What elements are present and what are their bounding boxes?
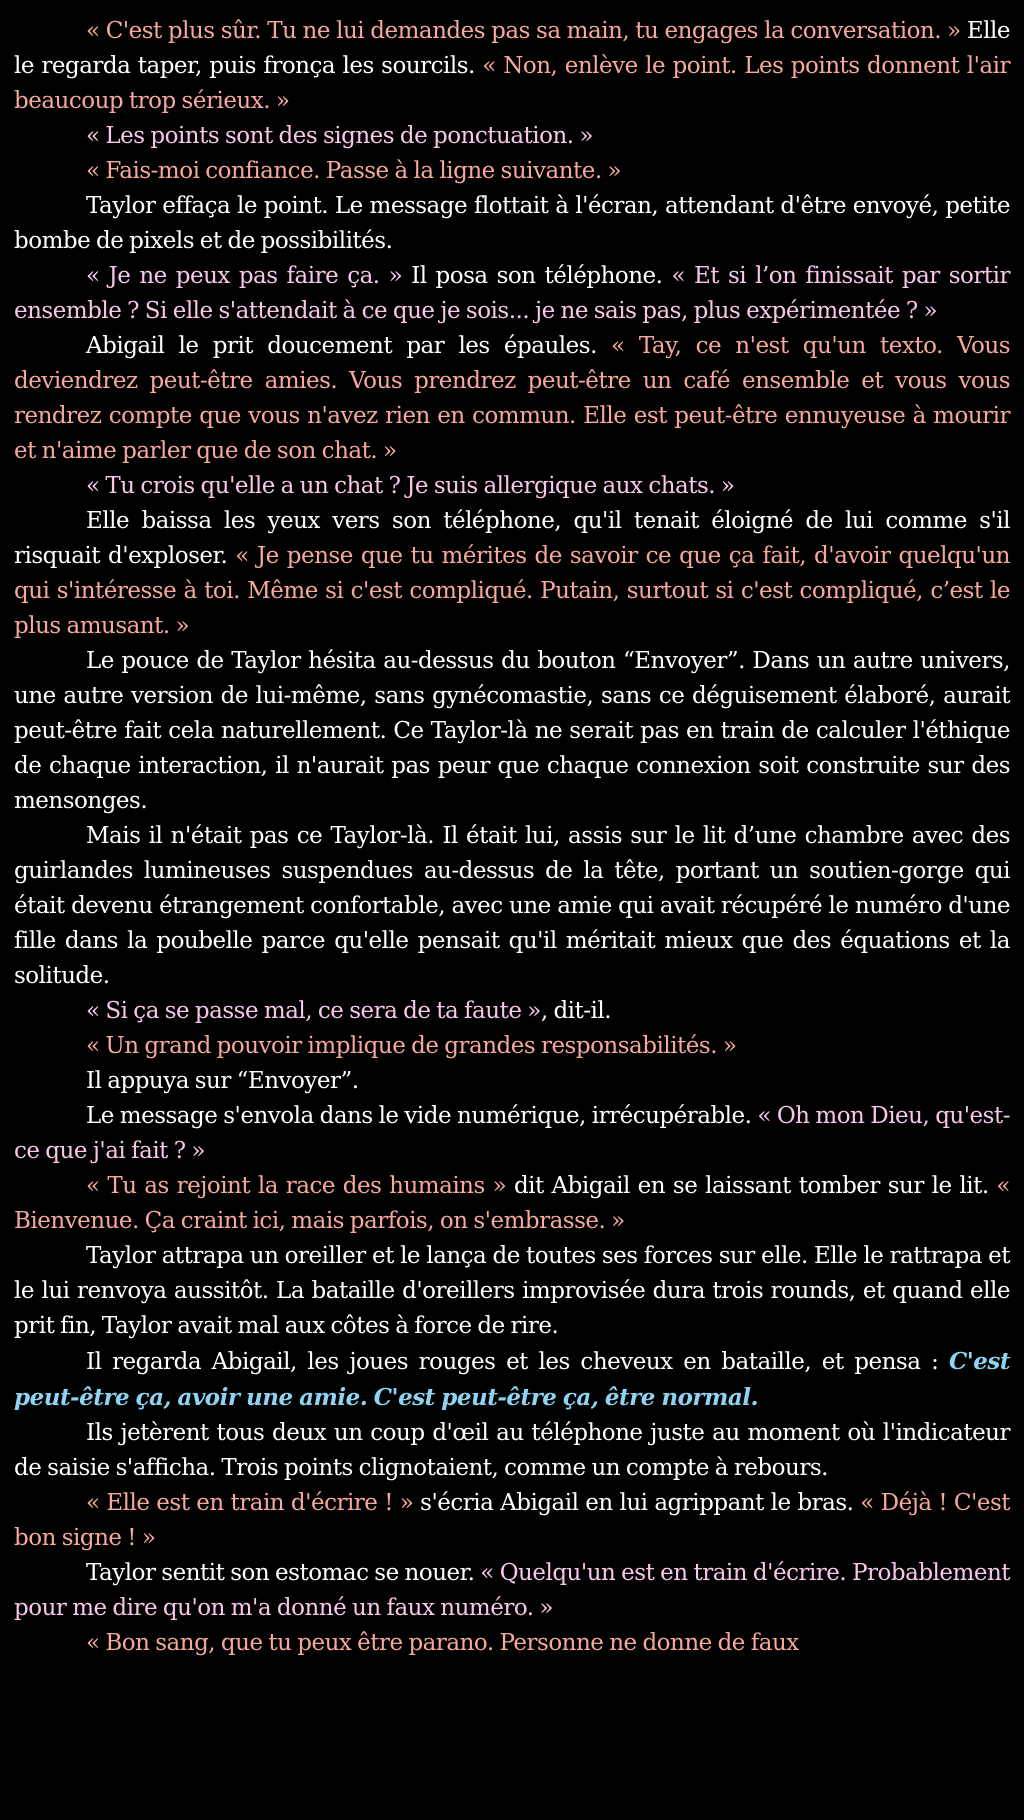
dialogue-abigail: « Bienvenue. Ça craint ici, mais parfois, on s'embrasse. » [14, 1173, 1010, 1234]
paragraph [14, 469, 1010, 504]
paragraph [14, 1064, 1010, 1099]
paragraph [14, 1344, 1010, 1416]
dialogue-taylor: « Tu crois qu'elle a un chat ? Je suis allergique aux chats. » [86, 473, 735, 499]
paragraph [14, 259, 1010, 329]
paragraph [14, 189, 1010, 259]
narration-text: Il appuya sur “Envoyer”. [86, 1068, 359, 1094]
dialogue-abigail: « Tay, ce n'est qu'un texto. Vous deviendrez peut-être amies. Vous prendrez peut-être un café ensemble et vous vous rendrez compte que vous n'avez rien en commun. Elle est peut-être ennuyeuse à mourir et n'aime parler que de son chat. » [14, 333, 1010, 464]
dialogue-abigail: « C'est plus sûr. Tu ne lui demandes pas sa main, tu engages la conversation. » [86, 18, 961, 44]
dialogue-taylor: « Oh mon Dieu, qu'est-ce que j'ai fait ? » [14, 1103, 1010, 1164]
paragraph [14, 1029, 1010, 1064]
narration-text: dit Abigail en se laissant tomber sur le lit. [506, 1173, 997, 1199]
paragraph [14, 994, 1010, 1029]
narration-text: Ils jetèrent tous deux un coup d'œil au téléphone juste au moment où l'indicateur de saisie s'afficha. Trois points clignotaient, comme un compte à rebours. [14, 1420, 1010, 1481]
paragraph [14, 504, 1010, 644]
narration-text: Il posa son téléphone. [402, 263, 672, 289]
narration-text: Mais il n'était pas ce Taylor-là. Il était lui, assis sur le lit d’une chambre avec des guirlandes lumineuses suspendues au-dessus de la tête, portant un soutien-gorge qui était devenu étrangement confortable, avec une amie qui avait récupéré le numéro d'une fille dans la poubelle parce qu'elle pensait qu'il méritait mieux que des équations et la solitude. [14, 823, 1010, 989]
narration-text: Il regarda Abigail, les joues rouges et les cheveux en bataille, et pensa : [86, 1349, 949, 1375]
narration-text: , dit-il. [540, 998, 612, 1024]
narration-text: Le pouce de Taylor hésita au-dessus du bouton “Envoyer”. Dans un autre univers, une autre version de lui-même, sans gynécomastie, sans ce déguisement élaboré, aurait peut-être fait cela naturellement. Ce Taylor-là ne serait pas en train de calculer l'éthique de chaque interaction, il n'aurait pas peur que chaque connexion soit construite sur des mensonges. [14, 648, 1010, 814]
paragraph [14, 1486, 1010, 1556]
dialogue-abigail: « Bon sang, que tu peux être parano. Personne ne donne de faux [86, 1630, 799, 1656]
paragraph [14, 329, 1010, 469]
paragraph [14, 1556, 1010, 1626]
paragraph [14, 1416, 1010, 1486]
narration-text: Elle le regarda taper, puis fronça les sourcils. [14, 18, 1010, 79]
paragraph [14, 154, 1010, 189]
paragraph [14, 1239, 1010, 1344]
dialogue-taylor: « Si ça se passe mal, ce sera de ta faute » [86, 998, 541, 1024]
paragraph [14, 14, 1010, 119]
inner-thought: C'est peut-être ça, avoir une amie. C'est peut-être ça, être normal. [14, 1348, 1010, 1411]
paragraph [14, 119, 1010, 154]
paragraph [14, 644, 1010, 819]
paragraph [14, 1099, 1010, 1169]
dialogue-taylor: « Je ne peux pas faire ça. » [86, 263, 403, 289]
dialogue-taylor: « Et si l’on finissait par sortir ensemble ? Si elle s'attendait à ce que je sois... je ne sais pas, plus expérimentée ? » [14, 263, 1010, 324]
narration-text: Abigail le prit doucement par les épaules. [86, 333, 612, 359]
narration-text: Taylor attrapa un oreiller et le lança de toutes ses forces sur elle. Elle le rattrapa et le lui renvoya aussitôt. La bataille d'oreillers improvisée dura trois rounds, et quand elle prit fin, Taylor avait mal aux côtes à force de rire. [14, 1243, 1010, 1339]
narration-text: Taylor sentit son estomac se nouer. [86, 1560, 481, 1586]
dialogue-abigail: « Je pense que tu mérites de savoir ce que ça fait, d'avoir quelqu'un qui s'intéresse à toi. Même si c'est compliqué. Putain, surtout si c'est compliqué, c’est le plus amusant. » [14, 543, 1010, 639]
paragraph [14, 1169, 1010, 1239]
dialogue-abigail: « Non, enlève le point. Les points donnent l'air beaucoup trop sérieux. » [14, 53, 1010, 114]
dialogue-abigail: « Un grand pouvoir implique de grandes responsabilités. » [86, 1033, 737, 1059]
dialogue-abigail: « Tu as rejoint la race des humains » [86, 1173, 507, 1199]
text-body [14, 14, 1010, 1661]
paragraph [14, 819, 1010, 994]
narration-text: s'écria Abigail en lui agrippant le bras. [413, 1490, 861, 1516]
dialogue-taylor: « Quelqu'un est en train d'écrire. Probablement pour me dire qu'on m'a donné un faux numéro. » [14, 1560, 1010, 1621]
dialogue-abigail: « Elle est en train d'écrire ! » [86, 1490, 414, 1516]
dialogue-abigail: « Fais-moi confiance. Passe à la ligne suivante. » [86, 158, 622, 184]
narration-text: Taylor effaça le point. Le message flottait à l'écran, attendant d'être envoyé, petite bombe de pixels et de possibilités. [14, 193, 1010, 254]
dialogue-taylor: « Les points sont des signes de ponctuation. » [86, 123, 593, 149]
narration-text: Le message s'envola dans le vide numérique, irrécupérable. [86, 1103, 758, 1129]
paragraph [14, 1626, 1010, 1661]
narration-text: Elle baissa les yeux vers son téléphone, qu'il tenait éloigné de lui comme s'il risquait d'exploser. [14, 508, 1010, 569]
dialogue-abigail: « Déjà ! C'est bon signe ! » [14, 1490, 1010, 1551]
